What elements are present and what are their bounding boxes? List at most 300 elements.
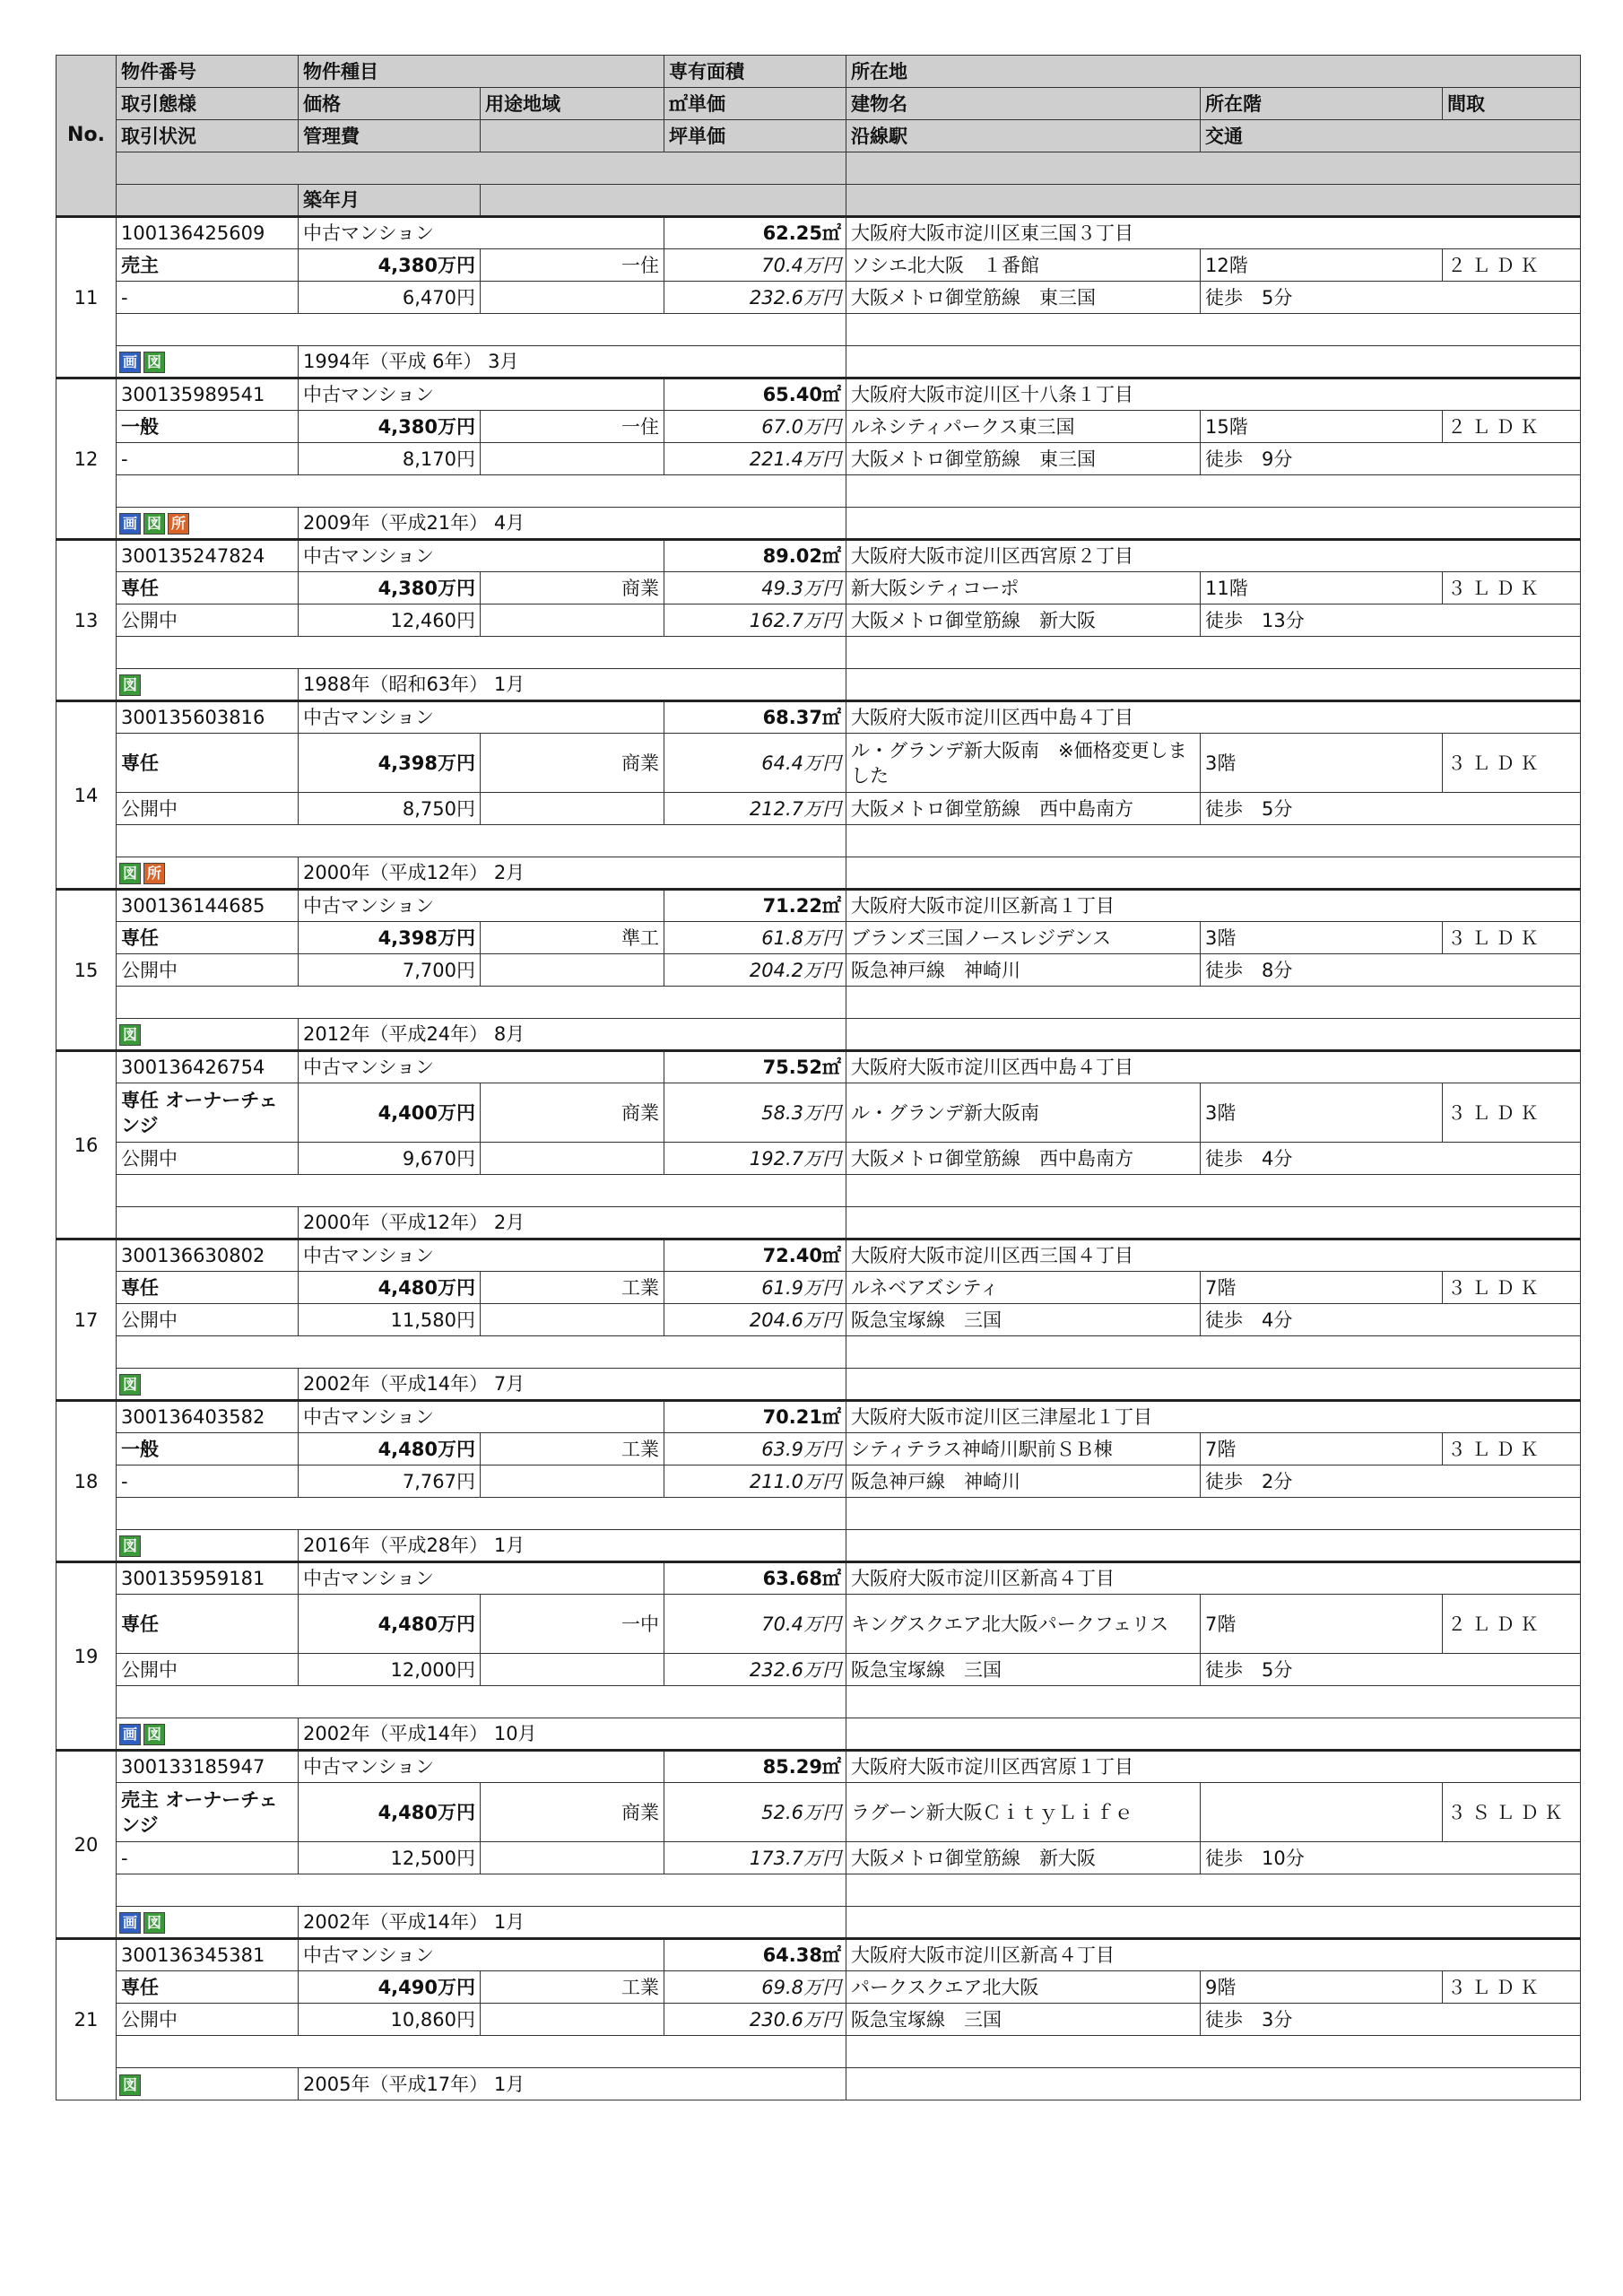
blank-cell <box>846 1907 1581 1939</box>
access: 徒歩 4分 <box>1201 1304 1581 1336</box>
property-id[interactable]: 300135959181 <box>117 1562 299 1595</box>
price: 4,398万円 <box>299 922 481 954</box>
area: 85.29㎡ <box>664 1751 846 1783</box>
station: 大阪メトロ御堂筋線 新大阪 <box>846 1842 1201 1874</box>
table-row <box>56 890 1581 922</box>
layout: ３ＬＤＫ <box>1443 572 1581 604</box>
table-row <box>56 508 1581 540</box>
built-date: 2002年（平成14年） 1月 <box>299 1907 846 1939</box>
table-row <box>56 1239 1581 1272</box>
building-name: シティテラス神崎川駅前ＳＢ棟 <box>846 1433 1201 1465</box>
property-type: 中古マンション <box>299 1239 664 1272</box>
table-row <box>56 954 1581 987</box>
sqm-price: 64.4万円 <box>664 734 846 793</box>
media-icons <box>117 1530 299 1562</box>
built-date: 2000年（平成12年） 2月 <box>299 1207 846 1239</box>
station: 阪急宝塚線 三国 <box>846 1304 1201 1336</box>
blank-cell <box>846 1336 1581 1369</box>
blank-cell <box>481 1304 664 1336</box>
property-type: 中古マンション <box>299 378 664 411</box>
blank-cell <box>117 825 846 857</box>
blank-cell <box>481 2004 664 2036</box>
header-tsubo-price: 坪単価 <box>664 120 846 152</box>
area: 89.02㎡ <box>664 540 846 572</box>
blank-cell <box>481 443 664 475</box>
sqm-price: 70.4万円 <box>664 249 846 282</box>
header-zoning: 用途地域 <box>481 88 664 120</box>
management-fee: 11,580円 <box>299 1304 481 1336</box>
table-row <box>56 987 1581 1019</box>
table-row <box>56 857 1581 890</box>
blank-cell <box>846 825 1581 857</box>
blank-cell <box>481 793 664 825</box>
table-row <box>56 1304 1581 1336</box>
sqm-price: 49.3万円 <box>664 572 846 604</box>
zoning: 準工 <box>481 922 664 954</box>
tsubo-price: 232.6万円 <box>664 1654 846 1686</box>
listing-no: 13 <box>56 540 117 701</box>
property-type: 中古マンション <box>299 540 664 572</box>
area: 72.40㎡ <box>664 1239 846 1272</box>
building-name: ソシエ北大阪 １番館 <box>846 249 1201 282</box>
zoning: 商業 <box>481 1083 664 1143</box>
deal-type: 専任 オーナーチェンジ <box>117 1083 299 1143</box>
deal-type: 専任 <box>117 922 299 954</box>
address: 大阪府大阪市淀川区三津屋北１丁目 <box>846 1401 1581 1433</box>
plan-icon[interactable]: 図 <box>143 1724 165 1745</box>
table-row <box>56 282 1581 314</box>
table-row <box>56 443 1581 475</box>
table-row <box>56 1562 1581 1595</box>
blank-cell <box>846 1718 1581 1751</box>
price: 4,380万円 <box>299 572 481 604</box>
listing-no: 20 <box>56 1751 117 1939</box>
table-row <box>56 1874 1581 1907</box>
deal-type: 一般 <box>117 411 299 443</box>
media-icons <box>117 1718 299 1751</box>
photo-icon[interactable]: 画 <box>119 513 141 535</box>
floor: 15階 <box>1201 411 1443 443</box>
table-row <box>56 1433 1581 1465</box>
table-row <box>56 2068 1581 2100</box>
built-date: 2002年（平成14年） 7月 <box>299 1369 846 1401</box>
area: 75.52㎡ <box>664 1051 846 1083</box>
property-id[interactable]: 300135989541 <box>117 378 299 411</box>
access: 徒歩 5分 <box>1201 282 1581 314</box>
header-property-id: 物件番号 <box>117 56 299 88</box>
property-type: 中古マンション <box>299 217 664 249</box>
table-row <box>56 1907 1581 1939</box>
floor: 7階 <box>1201 1595 1443 1654</box>
header-deal-type: 取引態様 <box>117 88 299 120</box>
place-icon[interactable]: 所 <box>168 513 189 535</box>
price: 4,490万円 <box>299 1971 481 2004</box>
deal-type: 専任 <box>117 1971 299 2004</box>
property-id[interactable]: 300135247824 <box>117 540 299 572</box>
deal-status: 公開中 <box>117 793 299 825</box>
building-name: ル・グランデ新大阪南 ※価格変更しました <box>846 734 1201 793</box>
table-row <box>56 540 1581 572</box>
station: 阪急宝塚線 三国 <box>846 2004 1201 2036</box>
blank-cell <box>846 1498 1581 1530</box>
layout: ２ＬＤＫ <box>1443 249 1581 282</box>
price: 4,380万円 <box>299 411 481 443</box>
deal-type: 専任 <box>117 1272 299 1304</box>
table-row <box>56 793 1581 825</box>
table-row <box>56 378 1581 411</box>
deal-status: 公開中 <box>117 1304 299 1336</box>
blank-cell <box>846 2068 1581 2100</box>
property-id[interactable]: 300133185947 <box>117 1751 299 1783</box>
layout: ３ＳＬＤＫ <box>1443 1783 1581 1842</box>
media-icons <box>117 346 299 378</box>
header-icons <box>117 185 299 217</box>
access: 徒歩 4分 <box>1201 1143 1581 1175</box>
deal-type: 一般 <box>117 1433 299 1465</box>
price: 4,480万円 <box>299 1272 481 1304</box>
blank-cell <box>481 1654 664 1686</box>
blank-cell <box>117 314 846 346</box>
plan-icon[interactable]: 図 <box>119 1024 141 1046</box>
address: 大阪府大阪市淀川区新高４丁目 <box>846 1562 1581 1595</box>
blank-cell <box>846 987 1581 1019</box>
media-icons <box>117 1369 299 1401</box>
blank-cell <box>846 2036 1581 2068</box>
listing-no: 17 <box>56 1239 117 1401</box>
tsubo-price: 211.0万円 <box>664 1465 846 1498</box>
tsubo-price: 232.6万円 <box>664 282 846 314</box>
table-row <box>56 1401 1581 1433</box>
header-floor: 所在階 <box>1201 88 1443 120</box>
table-row <box>56 1272 1581 1304</box>
zoning: 工業 <box>481 1971 664 2004</box>
zoning: 一住 <box>481 411 664 443</box>
zoning: 工業 <box>481 1272 664 1304</box>
media-icons <box>117 1907 299 1939</box>
address: 大阪府大阪市淀川区東三国３丁目 <box>846 217 1581 249</box>
table-row <box>56 1939 1581 1971</box>
tsubo-price: 204.2万円 <box>664 954 846 987</box>
table-row <box>56 1595 1581 1654</box>
address: 大阪府大阪市淀川区新高１丁目 <box>846 890 1581 922</box>
layout: ３ＬＤＫ <box>1443 922 1581 954</box>
blank-cell <box>117 1175 846 1207</box>
building-name: 新大阪シティコーポ <box>846 572 1201 604</box>
layout: ３ＬＤＫ <box>1443 1433 1581 1465</box>
zoning: 商業 <box>481 572 664 604</box>
station: 阪急神戸線 神崎川 <box>846 954 1201 987</box>
layout: ３ＬＤＫ <box>1443 734 1581 793</box>
table-row <box>56 1751 1581 1783</box>
floor <box>1201 1783 1443 1842</box>
area: 64.38㎡ <box>664 1939 846 1971</box>
station: 大阪メトロ御堂筋線 東三国 <box>846 282 1201 314</box>
zoning: 一住 <box>481 249 664 282</box>
blank-cell <box>117 475 846 508</box>
listing-no: 15 <box>56 890 117 1051</box>
table-row <box>56 604 1581 637</box>
property-type: 中古マンション <box>299 1751 664 1783</box>
area: 63.68㎡ <box>664 1562 846 1595</box>
property-id[interactable]: 300136630802 <box>117 1239 299 1272</box>
deal-status: 公開中 <box>117 604 299 637</box>
property-id[interactable]: 300135603816 <box>117 701 299 734</box>
access: 徒歩 8分 <box>1201 954 1581 987</box>
table-row <box>56 1971 1581 2004</box>
blank-cell <box>846 346 1581 378</box>
area: 71.22㎡ <box>664 890 846 922</box>
table-row <box>56 2004 1581 2036</box>
layout: ２ＬＤＫ <box>1443 411 1581 443</box>
building-name: ラグーン新大阪ＣｉｔｙＬｉｆｅ <box>846 1783 1201 1842</box>
management-fee: 6,470円 <box>299 282 481 314</box>
tsubo-price: 173.7万円 <box>664 1842 846 1874</box>
address: 大阪府大阪市淀川区西宮原１丁目 <box>846 1751 1581 1783</box>
header-no: No. <box>56 56 117 217</box>
blank-cell <box>481 954 664 987</box>
access: 徒歩 5分 <box>1201 1654 1581 1686</box>
header-building: 建物名 <box>846 88 1201 120</box>
sqm-price: 52.6万円 <box>664 1783 846 1842</box>
table-row <box>56 411 1581 443</box>
built-date: 1988年（昭和63年） 1月 <box>299 669 846 701</box>
station: 大阪メトロ御堂筋線 西中島南方 <box>846 1143 1201 1175</box>
blank-cell <box>481 1465 664 1498</box>
blank-cell <box>117 1874 846 1907</box>
blank-cell <box>846 1874 1581 1907</box>
plan-icon[interactable]: 図 <box>119 1535 141 1557</box>
property-id[interactable]: 100136425609 <box>117 217 299 249</box>
area: 70.21㎡ <box>664 1401 846 1433</box>
address: 大阪府大阪市淀川区西中島４丁目 <box>846 1051 1581 1083</box>
price: 4,480万円 <box>299 1433 481 1465</box>
floor: 7階 <box>1201 1433 1443 1465</box>
table-row <box>56 734 1581 793</box>
building-name: キングスクエア北大阪パークフェリス <box>846 1595 1201 1654</box>
layout: ３ＬＤＫ <box>1443 1083 1581 1143</box>
header-blank <box>481 185 846 217</box>
floor: 7階 <box>1201 1272 1443 1304</box>
station: 大阪メトロ御堂筋線 西中島南方 <box>846 793 1201 825</box>
deal-type: 売主 <box>117 249 299 282</box>
blank-cell <box>117 1686 846 1718</box>
blank-cell <box>117 2036 846 2068</box>
property-type: 中古マンション <box>299 1401 664 1433</box>
address: 大阪府大阪市淀川区西中島４丁目 <box>846 701 1581 734</box>
photo-icon[interactable]: 画 <box>119 352 141 373</box>
table-row <box>56 314 1581 346</box>
blank-cell <box>846 1207 1581 1239</box>
zoning: 商業 <box>481 734 664 793</box>
access: 徒歩 3分 <box>1201 2004 1581 2036</box>
tsubo-price: 192.7万円 <box>664 1143 846 1175</box>
price: 4,400万円 <box>299 1083 481 1143</box>
floor: 12階 <box>1201 249 1443 282</box>
blank-cell <box>481 604 664 637</box>
listing-no: 18 <box>56 1401 117 1562</box>
blank-cell <box>846 1175 1581 1207</box>
address: 大阪府大阪市淀川区新高４丁目 <box>846 1939 1581 1971</box>
building-name: ル・グランデ新大阪南 <box>846 1083 1201 1143</box>
built-date: 2000年（平成12年） 2月 <box>299 857 846 890</box>
blank-cell <box>846 1530 1581 1562</box>
table-row <box>56 1207 1581 1239</box>
header-station: 沿線駅 <box>846 120 1201 152</box>
table-row <box>56 1369 1581 1401</box>
blank-cell <box>846 1369 1581 1401</box>
property-id[interactable]: 300136345381 <box>117 1939 299 1971</box>
property-type: 中古マンション <box>299 701 664 734</box>
property-type: 中古マンション <box>299 1939 664 1971</box>
access: 徒歩 5分 <box>1201 793 1581 825</box>
table-row <box>56 217 1581 249</box>
built-date: 1994年（平成 6年） 3月 <box>299 346 846 378</box>
plan-icon[interactable]: 図 <box>119 674 141 696</box>
tsubo-price: 212.7万円 <box>664 793 846 825</box>
table-row <box>56 572 1581 604</box>
table-row <box>56 1175 1581 1207</box>
blank-cell <box>846 669 1581 701</box>
deal-status: 公開中 <box>117 954 299 987</box>
area: 68.37㎡ <box>664 701 846 734</box>
floor: 9階 <box>1201 1971 1443 2004</box>
photo-icon[interactable]: 画 <box>119 1912 141 1934</box>
photo-icon[interactable]: 画 <box>119 1724 141 1745</box>
floor: 3階 <box>1201 922 1443 954</box>
station: 大阪メトロ御堂筋線 新大阪 <box>846 604 1201 637</box>
zoning: 工業 <box>481 1433 664 1465</box>
table-row <box>56 1336 1581 1369</box>
blank-cell <box>481 1143 664 1175</box>
deal-status: - <box>117 1842 299 1874</box>
media-icons <box>117 857 299 890</box>
header-property-type: 物件種目 <box>299 56 664 88</box>
media-icons <box>117 1207 299 1239</box>
management-fee: 12,460円 <box>299 604 481 637</box>
blank-cell <box>481 1842 664 1874</box>
blank-cell <box>117 637 846 669</box>
listing-table <box>56 55 1581 2100</box>
plan-icon[interactable]: 図 <box>143 1912 165 1934</box>
layout: ３ＬＤＫ <box>1443 1272 1581 1304</box>
built-date: 2002年（平成14年） 10月 <box>299 1718 846 1751</box>
address: 大阪府大阪市淀川区西宮原２丁目 <box>846 540 1581 572</box>
tsubo-price: 204.6万円 <box>664 1304 846 1336</box>
price: 4,480万円 <box>299 1595 481 1654</box>
property-id[interactable]: 300136426754 <box>117 1051 299 1083</box>
sqm-price: 58.3万円 <box>664 1083 846 1143</box>
blank-cell <box>846 508 1581 540</box>
table-row <box>56 249 1581 282</box>
header-management-fee: 管理費 <box>299 120 481 152</box>
deal-type: 専任 <box>117 734 299 793</box>
header-access: 交通 <box>1201 120 1581 152</box>
header-blank <box>846 185 1581 217</box>
address: 大阪府大阪市淀川区十八条１丁目 <box>846 378 1581 411</box>
table-row <box>56 475 1581 508</box>
table-row <box>56 1465 1581 1498</box>
sqm-price: 69.8万円 <box>664 1971 846 2004</box>
station: 阪急神戸線 神崎川 <box>846 1465 1201 1498</box>
management-fee: 12,500円 <box>299 1842 481 1874</box>
plan-icon[interactable]: 図 <box>119 863 141 884</box>
place-icon[interactable]: 所 <box>143 863 165 884</box>
station: 大阪メトロ御堂筋線 東三国 <box>846 443 1201 475</box>
property-id[interactable]: 300136403582 <box>117 1401 299 1433</box>
table-body <box>56 217 1581 2100</box>
access: 徒歩 10分 <box>1201 1842 1581 1874</box>
header-deal-status: 取引状況 <box>117 120 299 152</box>
plan-icon[interactable]: 図 <box>143 352 165 373</box>
sqm-price: 67.0万円 <box>664 411 846 443</box>
table-row <box>56 1783 1581 1842</box>
blank-cell <box>846 1686 1581 1718</box>
floor: 3階 <box>1201 1083 1443 1143</box>
management-fee: 10,860円 <box>299 2004 481 2036</box>
header-area: 専有面積 <box>664 56 846 88</box>
blank-cell <box>846 475 1581 508</box>
deal-type: 専任 <box>117 1595 299 1654</box>
price: 4,398万円 <box>299 734 481 793</box>
sqm-price: 63.9万円 <box>664 1433 846 1465</box>
table-row <box>56 2036 1581 2068</box>
blank-cell <box>117 1498 846 1530</box>
deal-status: 公開中 <box>117 1654 299 1686</box>
address: 大阪府大阪市淀川区西三国４丁目 <box>846 1239 1581 1272</box>
header-address: 所在地 <box>846 56 1581 88</box>
management-fee: 12,000円 <box>299 1654 481 1686</box>
plan-icon[interactable]: 図 <box>119 1374 141 1396</box>
building-name: ブランズ三国ノースレジデンス <box>846 922 1201 954</box>
table-row <box>56 922 1581 954</box>
property-id[interactable]: 300136144685 <box>117 890 299 922</box>
table-row <box>56 346 1581 378</box>
plan-icon[interactable]: 図 <box>143 513 165 535</box>
table-row <box>56 1842 1581 1874</box>
listing-no: 14 <box>56 701 117 890</box>
built-date: 2009年（平成21年） 4月 <box>299 508 846 540</box>
blank-cell <box>117 1336 846 1369</box>
price: 4,480万円 <box>299 1783 481 1842</box>
management-fee: 8,170円 <box>299 443 481 475</box>
deal-status: 公開中 <box>117 2004 299 2036</box>
plan-icon[interactable]: 図 <box>119 2074 141 2096</box>
table-row <box>56 1654 1581 1686</box>
header-layout: 間取 <box>1443 88 1581 120</box>
blank-cell <box>846 314 1581 346</box>
deal-status: - <box>117 1465 299 1498</box>
header-price: 価格 <box>299 88 481 120</box>
price: 4,380万円 <box>299 249 481 282</box>
table-row <box>56 1143 1581 1175</box>
zoning: 一中 <box>481 1595 664 1654</box>
access: 徒歩 9分 <box>1201 443 1581 475</box>
listing-no: 21 <box>56 1939 117 2100</box>
floor: 3階 <box>1201 734 1443 793</box>
station: 阪急宝塚線 三国 <box>846 1654 1201 1686</box>
media-icons <box>117 1019 299 1051</box>
deal-type: 売主 オーナーチェンジ <box>117 1783 299 1842</box>
header-blank-row <box>117 152 846 185</box>
media-icons <box>117 669 299 701</box>
zoning: 商業 <box>481 1783 664 1842</box>
table-row <box>56 1051 1581 1083</box>
built-date: 2005年（平成17年） 1月 <box>299 2068 846 2100</box>
blank-cell <box>846 1019 1581 1051</box>
table-row <box>56 1718 1581 1751</box>
management-fee: 8,750円 <box>299 793 481 825</box>
blank-cell <box>846 857 1581 890</box>
